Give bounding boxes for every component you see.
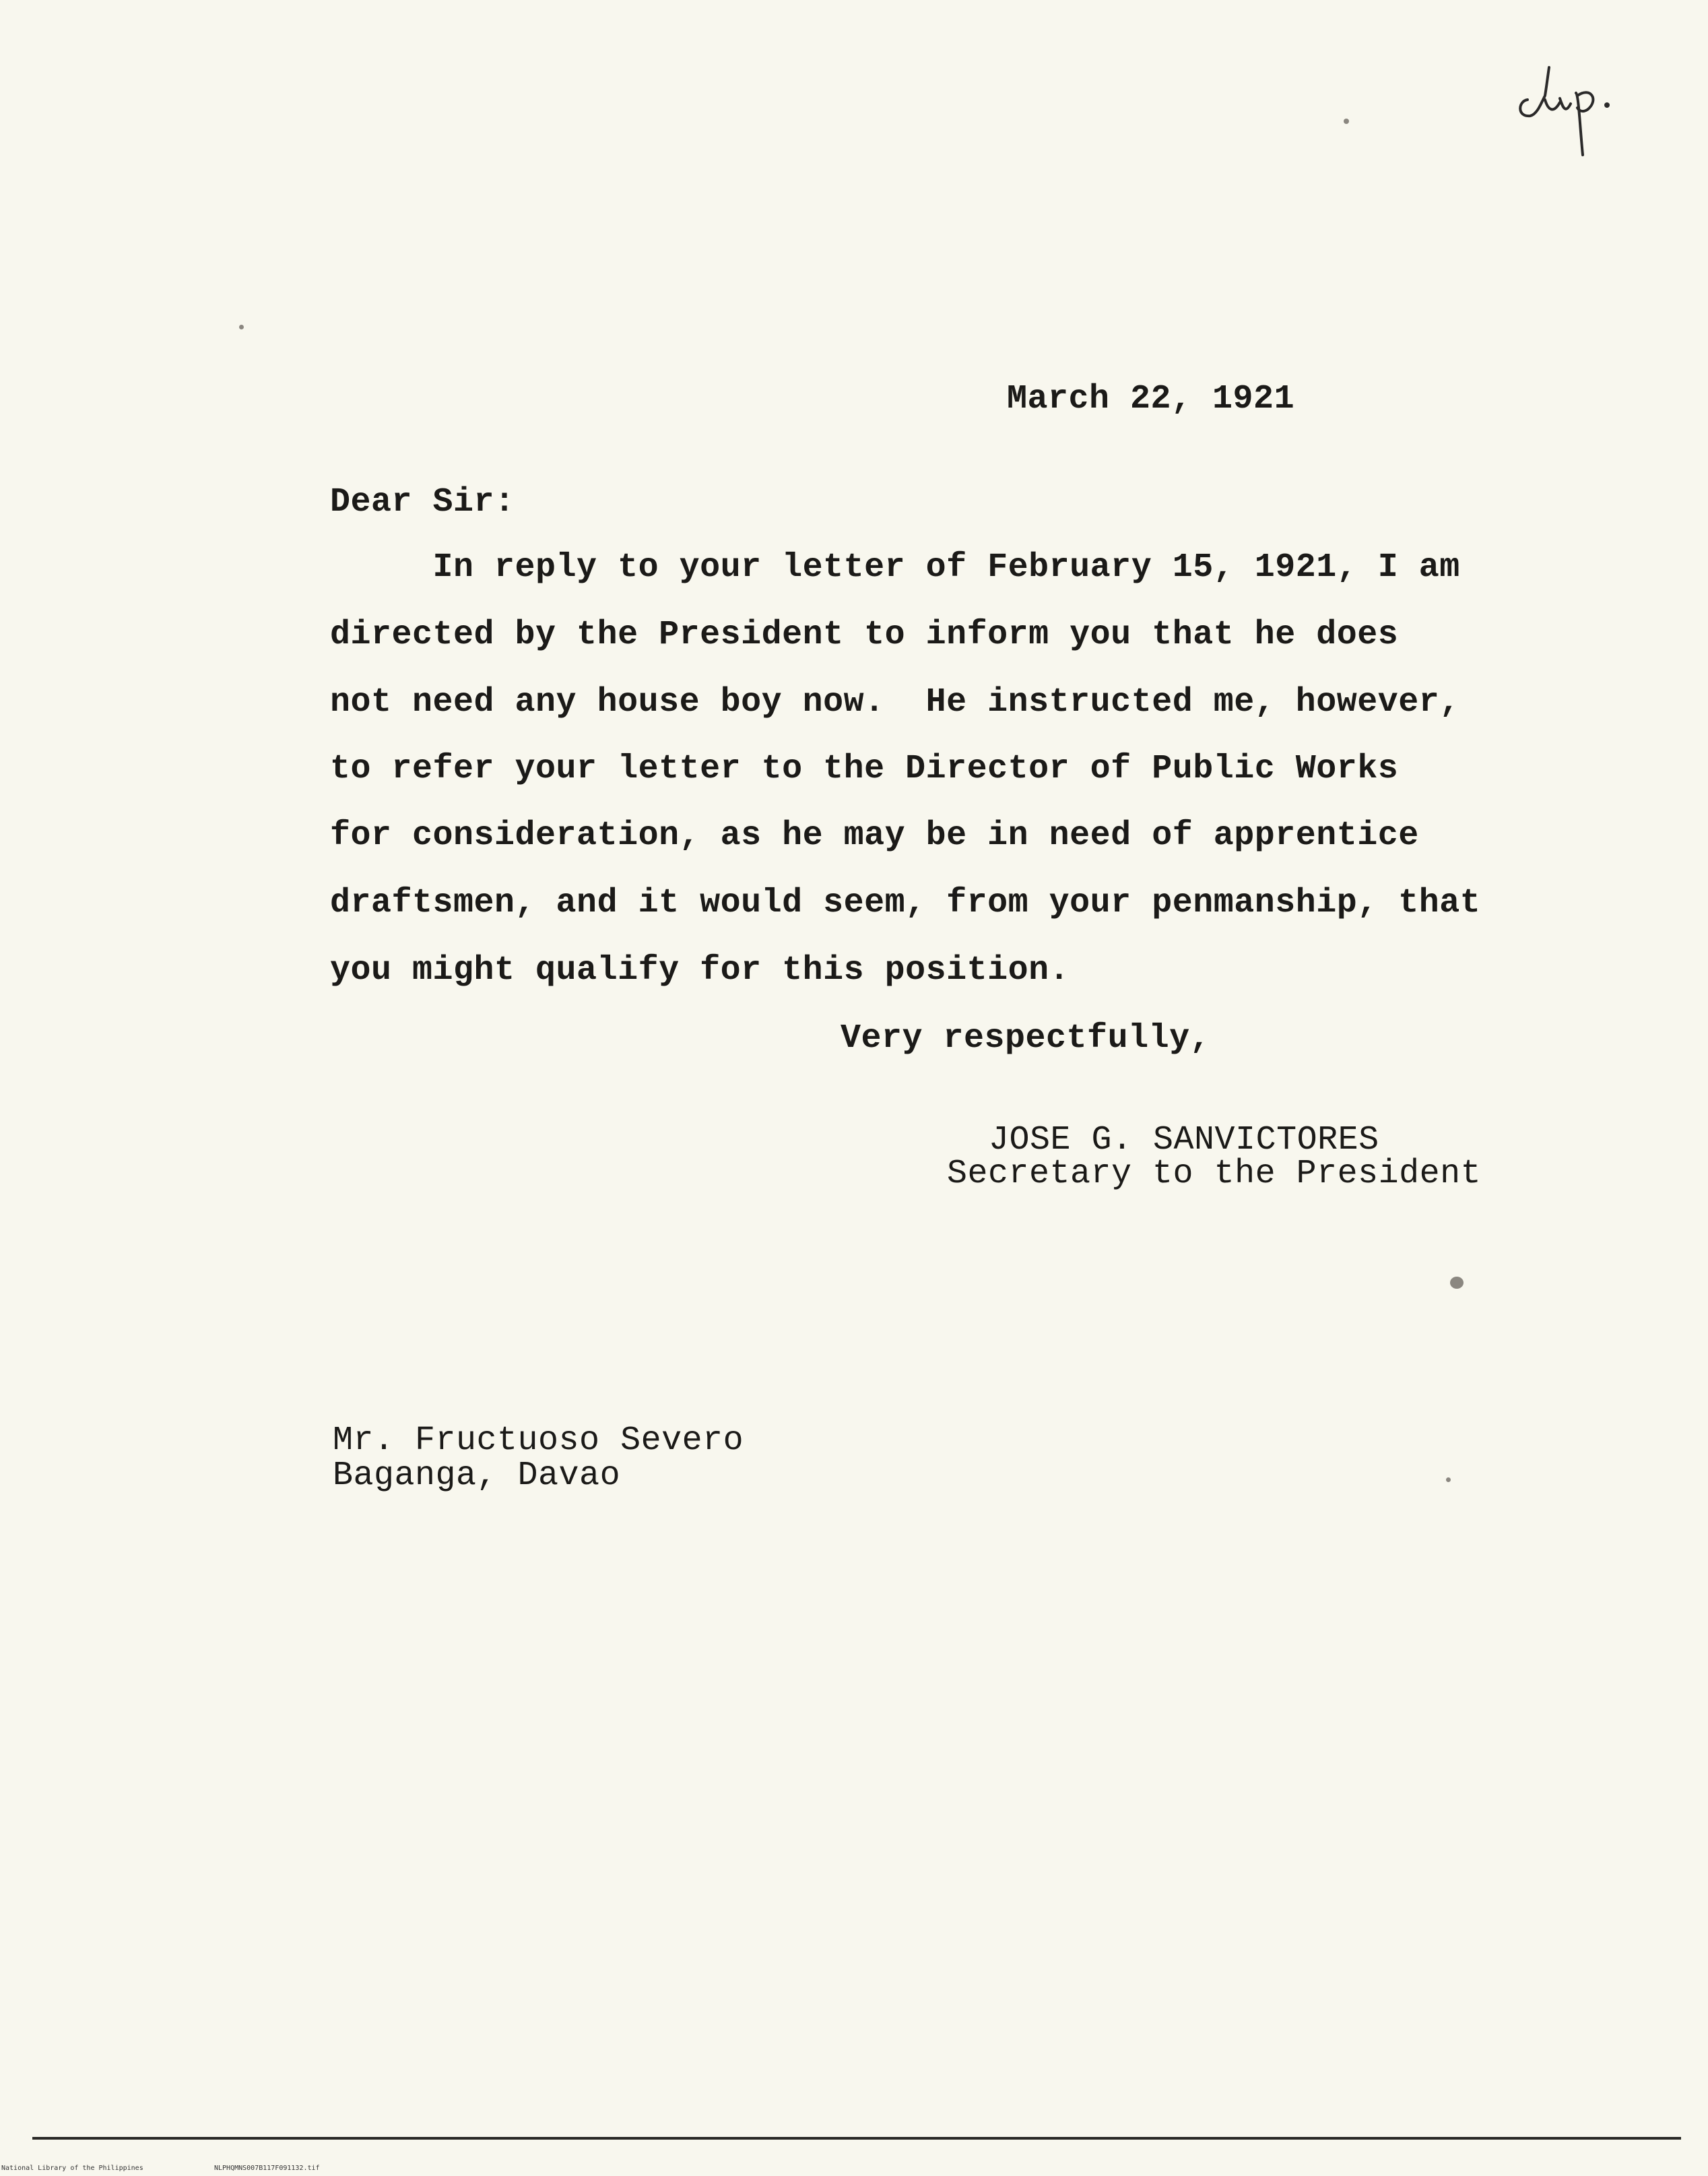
salutation: Dear Sir: <box>330 483 515 521</box>
body-line: you might qualify for this position. <box>330 951 1070 990</box>
paper-speck <box>1344 119 1349 124</box>
body-line: In reply to your letter of February 15, 1921, I am <box>330 548 1460 587</box>
letter-date: March 22, 1921 <box>1007 380 1295 418</box>
body-line: directed by the President to inform you that he does <box>330 616 1399 654</box>
signatory-name: JOSE G. SANVICTORES <box>989 1121 1379 1159</box>
scan-bottom-rule <box>32 2137 1681 2140</box>
recipient-address: Baganga, Davao <box>333 1457 621 1495</box>
body-line: not need any house boy now. He instructed me, however, <box>330 683 1460 722</box>
signatory-title: Secretary to the President <box>947 1155 1482 1193</box>
recipient-name: Mr. Fructuoso Severo <box>333 1421 744 1460</box>
paper-speck <box>239 325 244 329</box>
body-line: draftsmen, and it would seem, from your penmanship, that <box>330 884 1481 922</box>
footer-file-label: NLPHQMNS007B117F091132.tif <box>214 2165 320 2172</box>
body-line: for consideration, as he may be in need of apprentice <box>330 817 1419 855</box>
closing: Very respectfully, <box>841 1019 1211 1058</box>
paper-speck <box>1450 1277 1464 1289</box>
handwritten-note-dup <box>1515 61 1630 168</box>
footer-source-label: National Library of the Philippines <box>1 2165 143 2172</box>
body-line: to refer your letter to the Director of Public Works <box>330 750 1399 788</box>
paper-speck <box>1446 1477 1451 1482</box>
